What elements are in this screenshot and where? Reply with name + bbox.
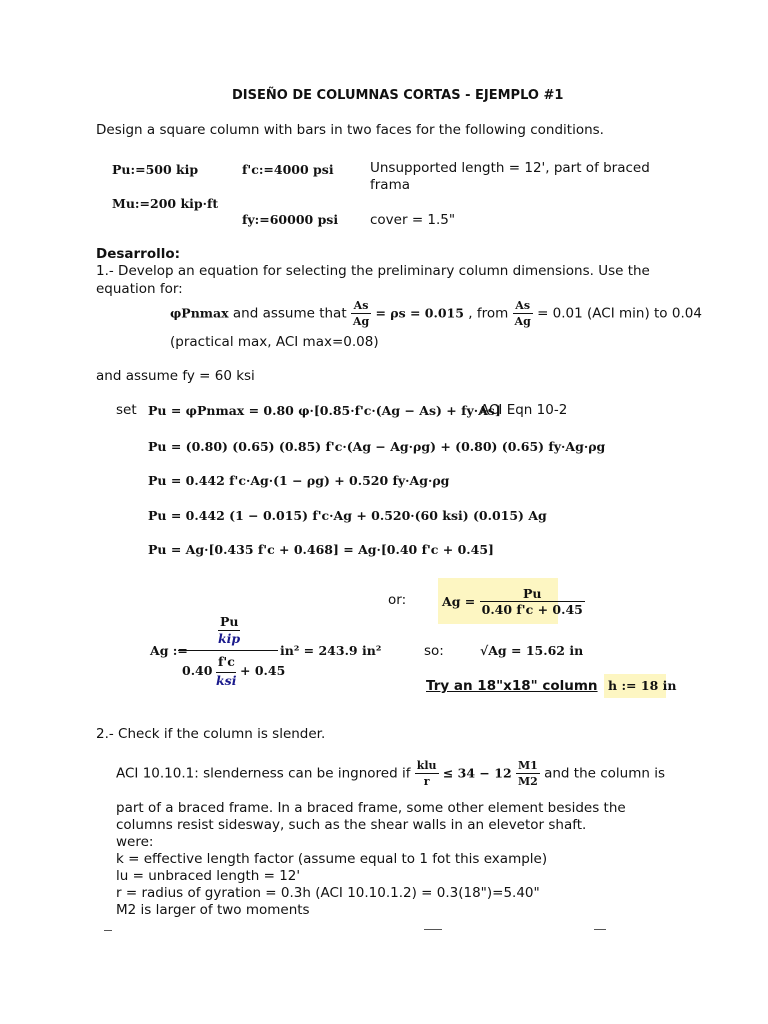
assume-that-text: and assume that <box>232 305 347 322</box>
from-text: , from <box>468 305 509 322</box>
ag-calc-main-bar <box>178 650 278 651</box>
practical-max-text: (practical max, ACI max=0.08) <box>170 334 379 350</box>
ag-calc-ksi: ksi <box>216 673 237 688</box>
sqrt-ag-result: √Ag = 15.62 in <box>480 643 584 658</box>
step2-r-definition: r = radius of gyration = 0.3h (ACI 10.10.1.2) = 0.3(18")=5.40" <box>116 885 540 901</box>
ag-calc-fraction <box>178 612 286 688</box>
ag-calc-lhs: Ag := <box>150 643 188 658</box>
step1-line2: equation for: <box>96 281 183 297</box>
klu-numerator: klu <box>416 759 437 772</box>
rho-equation: = ρs = 0.015 <box>375 305 464 321</box>
and-column-text: and the column is <box>544 765 666 782</box>
as-over-ag-fraction-2 <box>513 298 533 329</box>
ag-calc-pu: Pu <box>220 614 239 629</box>
klu-over-r-fraction <box>415 758 439 789</box>
or-label: or: <box>388 592 407 608</box>
given-cover: cover = 1.5" <box>370 212 456 228</box>
r-denominator: r <box>423 775 430 788</box>
slenderness-inequality: ≤ 34 − 12 <box>442 765 512 781</box>
m2-denominator: M2 <box>517 775 538 788</box>
given-fy: fy:=60000 psi <box>242 212 339 227</box>
ag-denominator: Ag <box>352 315 370 328</box>
try-column-text: Try an 18"x18" column <box>426 678 598 694</box>
ag-formula-fraction <box>480 586 585 617</box>
equation-4: Pu = 0.442 (1 − 0.015) f'c·Ag + 0.520·(60 ksi) (0.015) Ag <box>148 508 547 523</box>
range-text: = 0.01 (ACI min) to 0.04 <box>537 305 702 322</box>
section-heading: Desarrollo: <box>96 246 181 262</box>
assume-fy-text: and assume fy = 60 ksi <box>96 368 255 384</box>
step2-were: were: <box>116 834 154 850</box>
aci-eqn-reference: ACI Eqn 10-2 <box>480 402 568 418</box>
cut-off-text-remnant <box>104 928 664 932</box>
slenderness-line <box>116 758 665 789</box>
step2-title: 2.- Check if the column is slender. <box>96 726 326 742</box>
aci-slenderness-text: ACI 10.10.1: slenderness can be ingnored if <box>116 765 411 782</box>
ag-calc-fc: f'c <box>218 654 235 669</box>
intro-text: Design a square column with bars in two faces for the following conditions. <box>96 122 604 138</box>
step2-m2-definition: M2 is larger of two moments <box>116 902 310 918</box>
h-value-highlight <box>604 674 677 698</box>
ag-formula-numerator: Pu <box>480 586 585 602</box>
as-over-ag-fraction <box>351 298 371 329</box>
ag-calc-kip: kip <box>218 631 241 646</box>
as-numerator-2: As <box>513 298 533 314</box>
step2-k-definition: k = effective length factor (assume equal to 1 fot this example) <box>116 851 548 867</box>
set-label: set <box>116 402 137 418</box>
equation-2: Pu = (0.80) (0.65) (0.85) f'c·(Ag − Ag·ρg) + (0.80) (0.65) fy·Ag·ρg <box>148 439 606 454</box>
phi-pn-line <box>170 298 702 329</box>
equation-5: Pu = Ag·[0.435 f'c + 0.468] = Ag·[0.40 f'c + 0.45] <box>148 542 494 557</box>
given-unsupported-2: frama <box>370 177 410 193</box>
given-unsupported-1: Unsupported length = 12', part of braced <box>370 160 650 176</box>
as-numerator: As <box>351 298 371 314</box>
ag-formula-highlight <box>438 578 583 624</box>
ag-formula-lhs: Ag = <box>442 594 476 609</box>
so-label: so: <box>424 643 444 659</box>
ag-calc-045: + 0.45 <box>240 663 286 678</box>
step2-lu-definition: lu = unbraced length = 12' <box>116 868 301 884</box>
step2-paragraph-2: columns resist sidesway, such as the shear walls in an elevetor shaft. <box>116 817 587 833</box>
equation-3: Pu = 0.442 f'c·Ag·(1 − ρg) + 0.520 fy·Ag·ρg <box>148 473 450 488</box>
ag-calc-040: 0.40 <box>182 663 213 678</box>
phi-pn-symbol: φPnmax <box>170 305 229 321</box>
m1-numerator: M1 <box>517 759 538 772</box>
given-mu: Mu:=200 kip·ft <box>112 196 219 211</box>
given-fc: f'c:=4000 psi <box>242 162 334 177</box>
given-pu: Pu:=500 kip <box>112 162 199 177</box>
m1-over-m2-fraction <box>516 758 540 789</box>
page-title: DISEÑO DE COLUMNAS CORTAS - EJEMPLO #1 <box>232 88 564 103</box>
equation-1: Pu = φPnmax = 0.80 φ·[0.85·f'c·(Ag − As) + fy·As] <box>148 403 501 418</box>
step2-paragraph-1: part of a braced frame. In a braced frame, some other element besides the <box>116 800 626 816</box>
step1-line1: 1.- Develop an equation for selecting the preliminary column dimensions. Use the <box>96 263 650 279</box>
ag-formula-denominator: 0.40 f'c + 0.45 <box>481 602 583 617</box>
h-value: h := 18 in <box>608 678 677 693</box>
ag-denominator-2: Ag <box>514 315 531 328</box>
ag-formula <box>442 586 585 617</box>
ag-calc-result: in² = 243.9 in² <box>280 643 382 658</box>
